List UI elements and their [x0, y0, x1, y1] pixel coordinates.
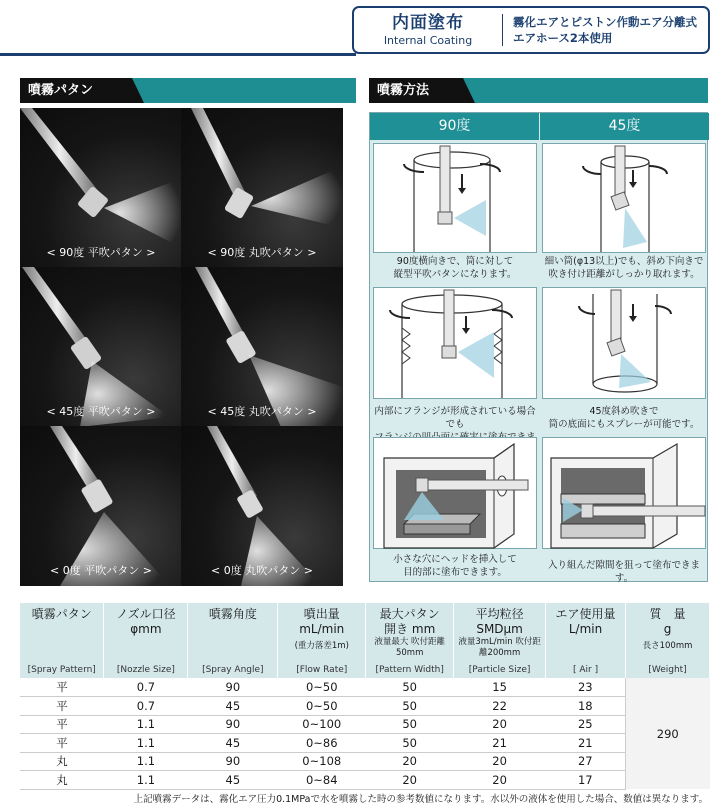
photo-caption: < 0度 丸吹パタン > — [211, 564, 313, 577]
method-col-45: 45度 — [540, 113, 709, 140]
diagram-45-tube — [542, 143, 706, 253]
th-nozzle: ノズル口径 φmm [Nozzle Size] — [104, 603, 188, 678]
spec-table — [20, 603, 710, 790]
th-angle: 噴霧角度 [Spray Angle] — [188, 603, 278, 678]
photo-caption: < 90度 丸吹パタン > — [207, 246, 317, 259]
table-header-row — [20, 603, 710, 678]
table-row: 平 1.1 45 0~86 50 21 21 — [20, 734, 710, 753]
th-particle: 平均粒径 SMDμm 液量3mL/min 吹付距離200mm [Particle Size] — [454, 603, 546, 678]
text-hole-desc: 小さな穴にヘッドを挿入して 目的部に塗布できます。 — [393, 554, 517, 578]
footnote: 上記噴霧データは、霧化エア圧力0.1MPaで水を噴霧した時の参考数値になります。水以外の液体を使用した場合、数値は異なります。 — [133, 794, 708, 805]
header-rule — [0, 53, 356, 56]
method-section-title: 噴霧方法 — [377, 83, 430, 98]
th-pattern-width: 最大パタン 開き mm 液量最大 吹付距離50mm [Pattern Width] — [366, 603, 454, 678]
photo-caption: < 45度 丸吹パタン > — [207, 405, 317, 418]
diagram-90-tube — [373, 143, 537, 253]
text-45-desc: 細い筒(φ13以上)でも、斜め下向きで 吹き付け距離がしっかり取れます。 — [544, 256, 704, 280]
th-weight: 質 量 g 長さ100mm [Weight] — [626, 603, 710, 678]
header-subtitle: Internal Coating — [383, 33, 473, 47]
diagram-hole — [373, 437, 537, 549]
photo-0-round — [181, 426, 343, 586]
table-row: 平 0.7 45 0~50 50 22 18 — [20, 697, 710, 716]
text-gap-desc: 入り組んだ隙間を狙って塗布できます。 — [547, 560, 700, 584]
th-pattern: 噴霧パタン [Spray Pattern] — [20, 603, 104, 678]
photo-45-round — [181, 267, 343, 427]
text-90-desc: 90度横向きで、筒に対して 縦型平吹パタンになります。 — [393, 256, 517, 280]
photo-caption: < 90度 平吹パタン > — [46, 246, 156, 259]
table-row: 平 0.7 90 0~50 50 15 23 290 — [20, 678, 710, 697]
photo-caption: < 0度 平吹パタン > — [50, 564, 152, 577]
diagram-45-bottom — [542, 287, 706, 399]
diagram-gap — [542, 437, 706, 549]
header-badge — [352, 6, 710, 54]
th-flow: 噴出量 mL/min (重力落差1m) [Flow Rate] — [278, 603, 366, 678]
photo-0-flat — [20, 426, 182, 586]
photo-90-flat — [20, 108, 182, 268]
header-title: 内面塗布 — [392, 12, 464, 33]
th-air: エア使用量 L/min [ Air ] — [546, 603, 626, 678]
weight-value: 290 — [626, 678, 710, 789]
diagram-flange — [373, 287, 537, 399]
header-desc-line1: 霧化エアとピストン作動エア分離式 — [513, 15, 697, 29]
text-bottom-desc: 45度斜め吹きで 筒の底面にもスプレーが可能です。 — [548, 406, 700, 430]
header-desc-line2: エアホース2本使用 — [513, 31, 613, 45]
method-panel — [369, 112, 708, 582]
table-row: 丸 1.1 90 0~108 20 20 27 — [20, 752, 710, 771]
photo-90-round — [181, 108, 343, 268]
photo-caption: < 45度 平吹パタン > — [46, 405, 156, 418]
text-flange-desc: 内部にフランジが形成されている場合でも — [374, 406, 536, 430]
photo-45-flat — [20, 267, 182, 427]
pattern-section-header — [20, 78, 356, 103]
method-col-90: 90度 — [370, 113, 539, 140]
method-section-header — [369, 78, 708, 103]
table-row: 丸 1.1 45 0~84 20 20 17 — [20, 771, 710, 790]
table-row: 平 1.1 90 0~100 50 20 25 — [20, 715, 710, 734]
pattern-section-title: 噴霧パタン — [28, 83, 94, 98]
